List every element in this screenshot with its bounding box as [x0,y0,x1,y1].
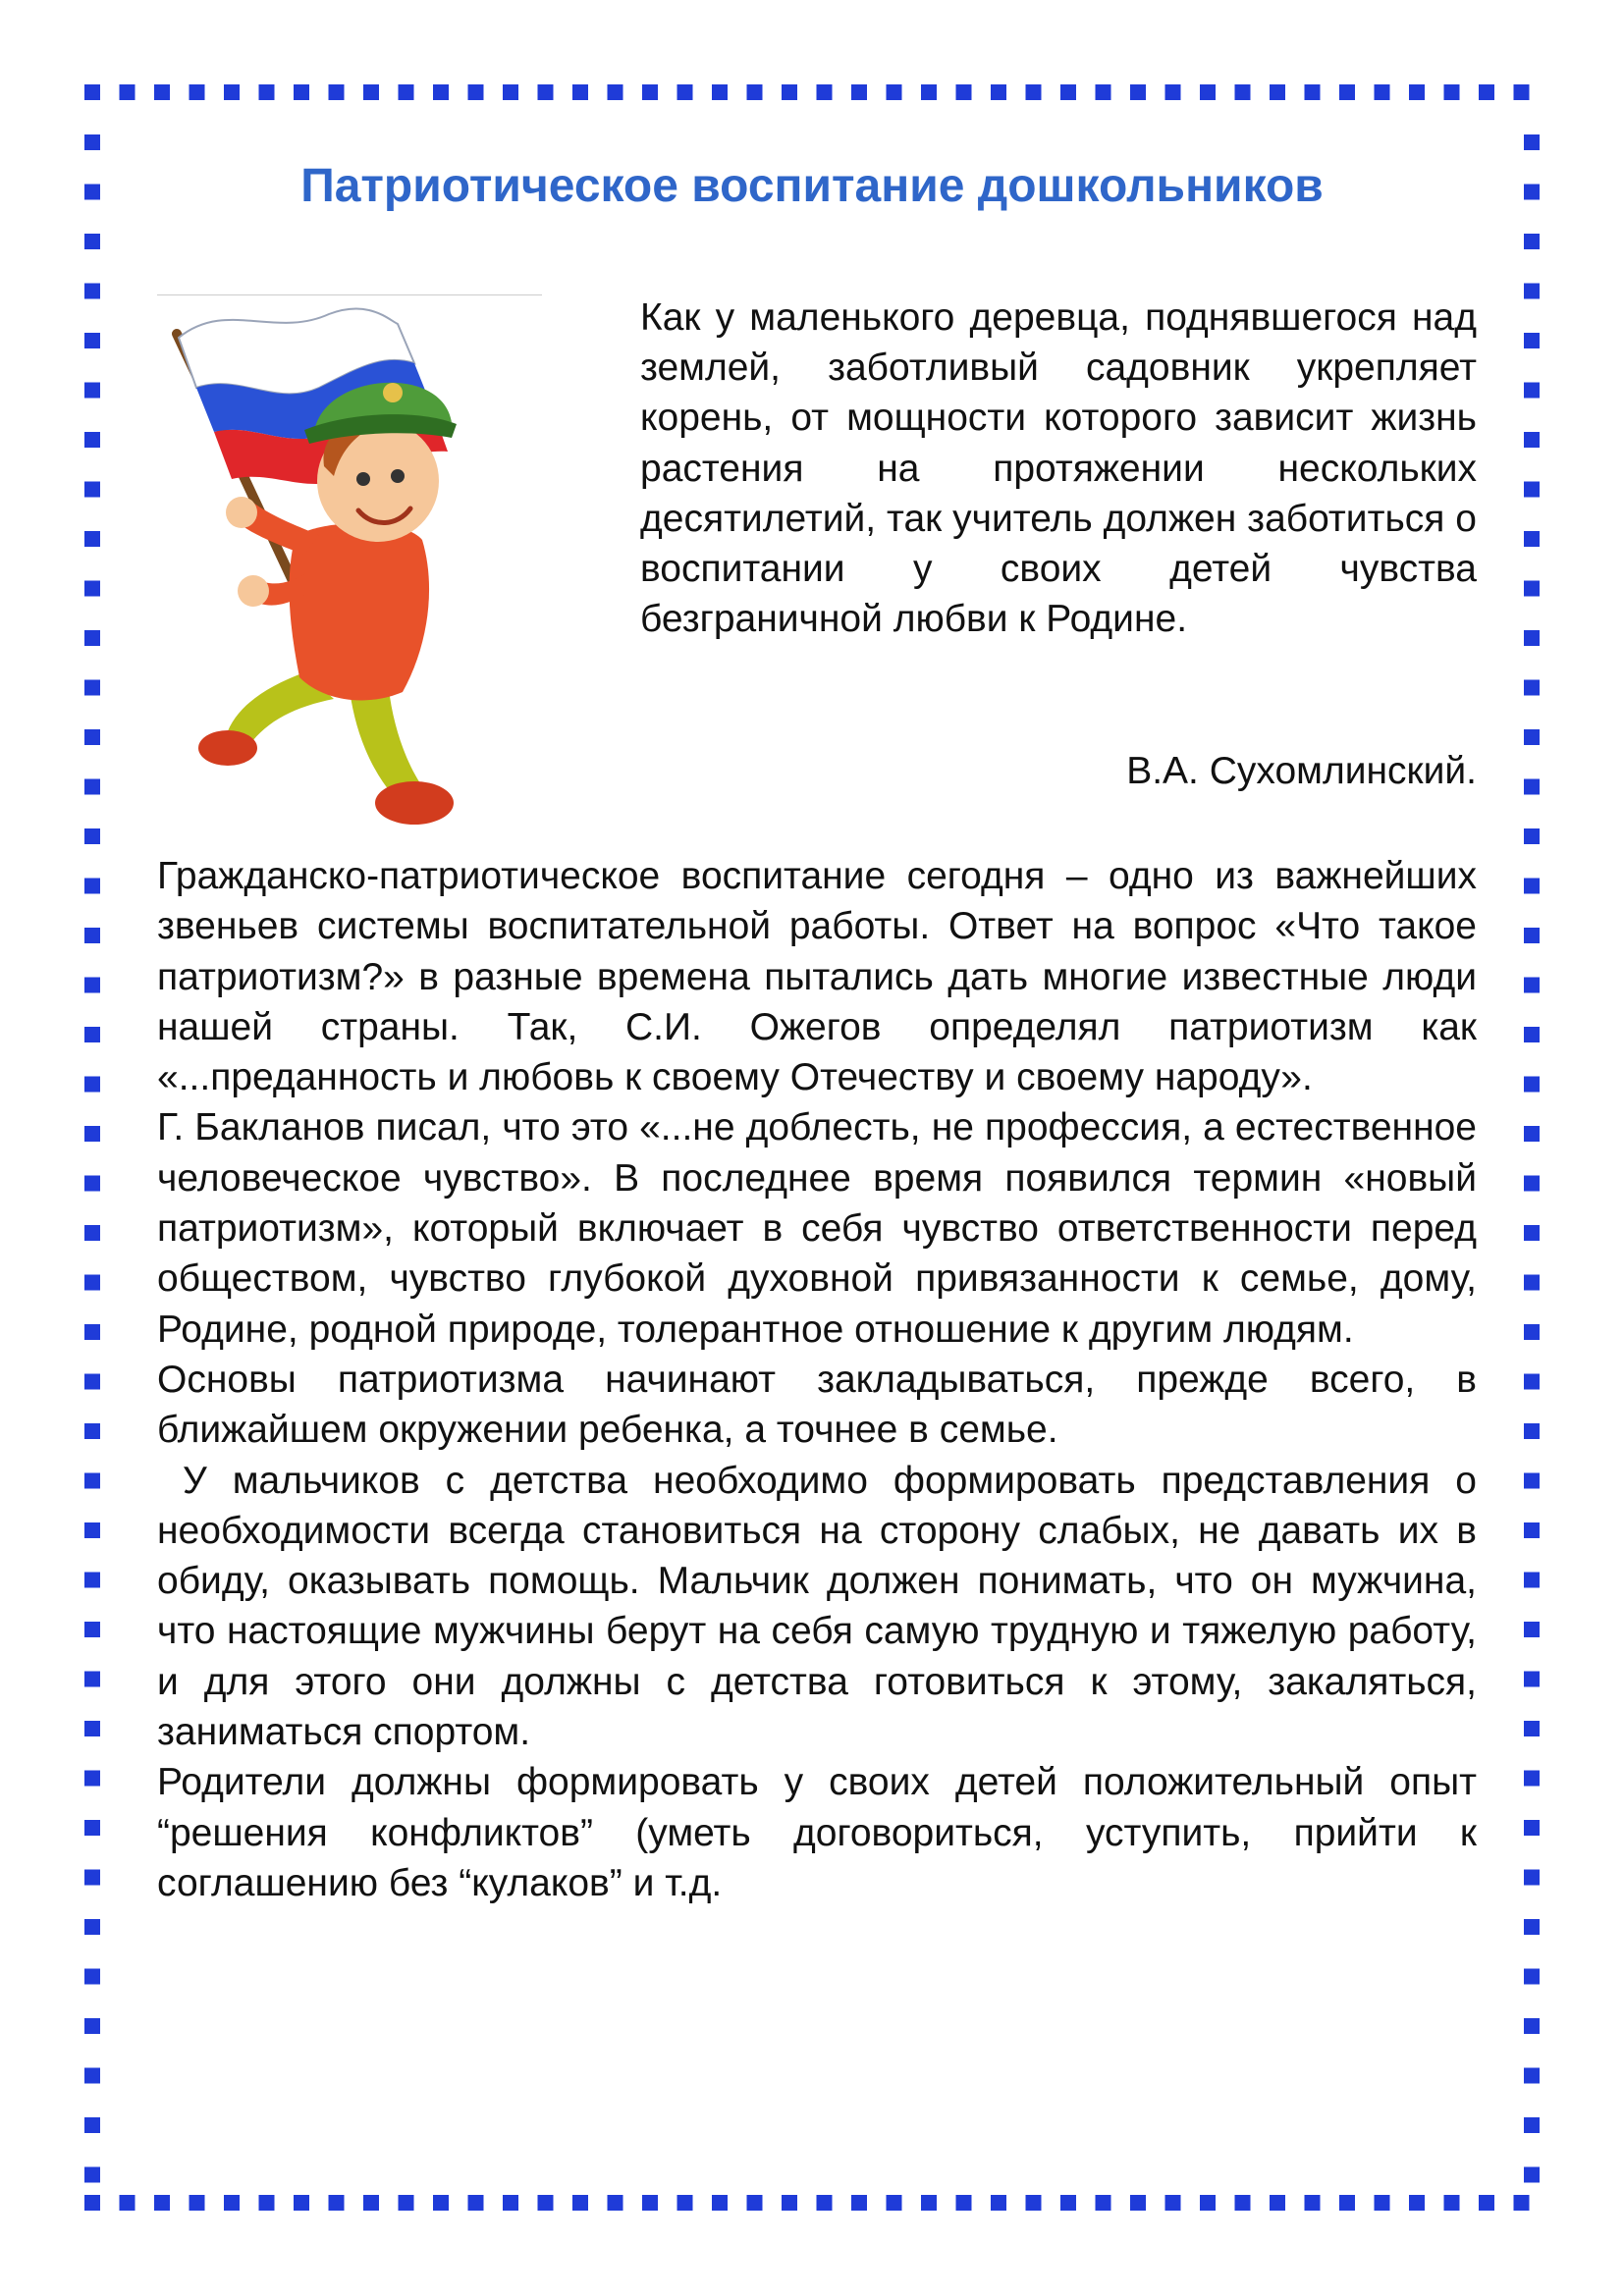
paragraph-4: У мальчиков с детства необходимо формировать представления о необходимости всегда становиться на сторону слабых, не давать их в обиду, оказывать помощь. Мальчик должен понимать, что он мужчина, что настоящие мужчины берут на себя самую трудную и тяжелую работу, и для этого они должны с детства готовиться к этому, закаляться, заниматься спортом. [157,1459,1488,1754]
border-bottom [84,2195,1540,2211]
paragraph-3: Основы патриотизма начинают закладываться, прежде всего, в ближайшем окружении ребенка, а точнее в семье. [157,1358,1477,1452]
border-left [84,134,100,2196]
epigraph-author: В.А. Сухомлинский. [1126,750,1477,792]
page-title: Патриотическое воспитание дошкольников [300,160,1324,212]
border-top [84,84,1540,100]
paragraph-2: Г. Бакланов писал, что это «...не доблесть, не профессия, а естественное человеческое чувство». В последнее время появился термин «новый патриотизм», который включает в себя чувство ответственности перед обществом, чувство глубокой духовной привязанности к семье, дому, Родине, родной природе, толерантное отношение к другим людям. [157,1106,1477,1351]
boy-with-flag-illustration [157,294,542,844]
paragraph-1: Гражданско-патриотическое воспитание сегодня – одно из важнейших звеньев системы воспитательной работы. Ответ на вопрос «Что такое патриотизм?» в разные времена пытались дать многие известные люди нашей страны. Так, С.И. Ожегов определял патриотизм как «...преданность и любовь к своему Отечеству и своему народу». [157,855,1477,1099]
border-right [1524,134,1540,2196]
epigraph-quote: Как у маленького деревца, поднявшегося над землей, заботливый садовник укрепляет корень, от мощности которого зависит жизнь растения на протяжении нескольких десятилетий, так учитель должен заботиться о воспитании у своих детей чувства безграничной любви к Родине. [640,296,1477,641]
article-body [157,851,1488,1908]
paragraph-5: Родители должны формировать у своих детей положительный опыт “решения конфликтов” (уметь договориться, уступить, прийти к соглашению без “кулаков” и т.д. [157,1761,1477,1904]
